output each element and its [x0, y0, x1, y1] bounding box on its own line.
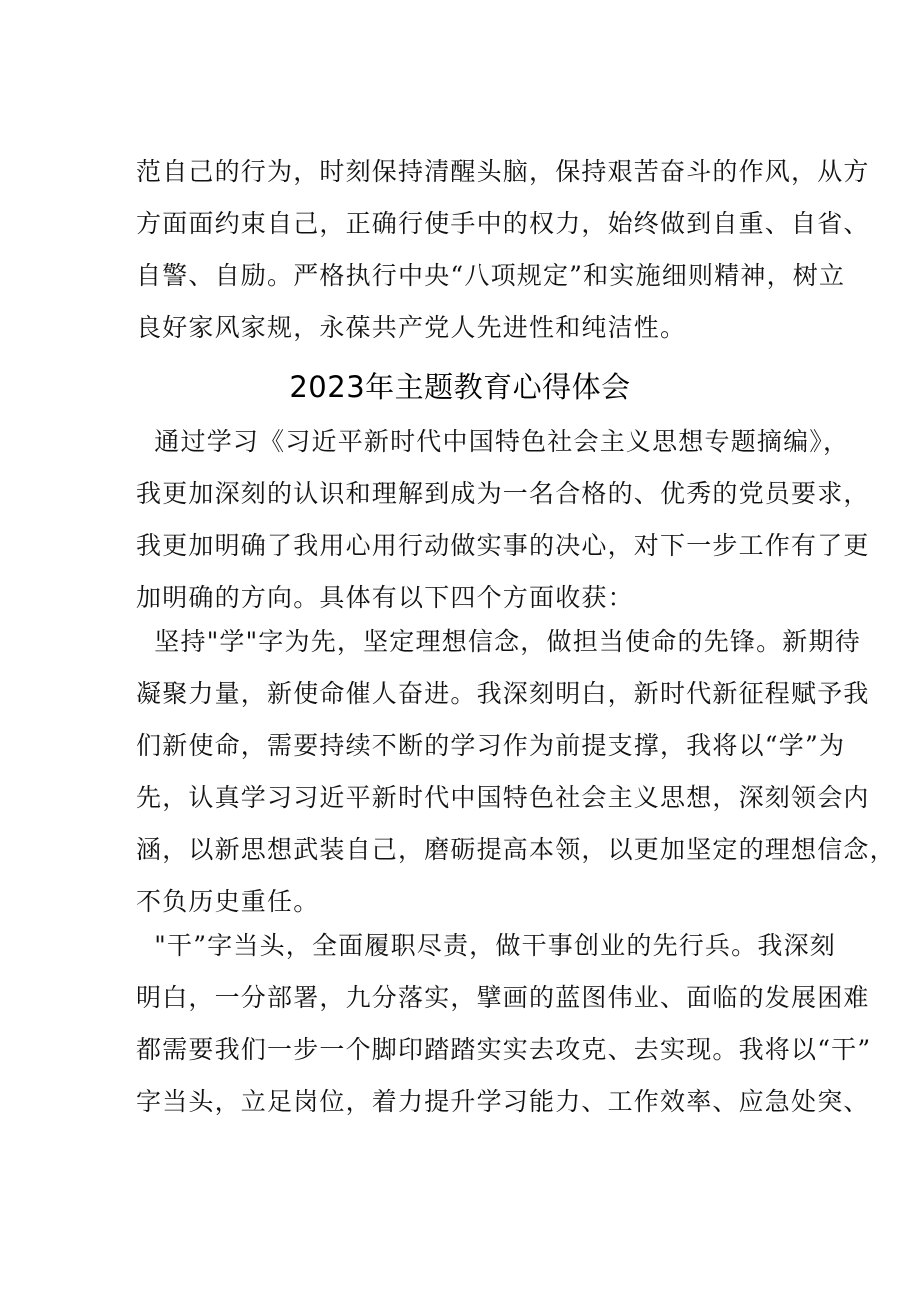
text-line: 坚持"学"字为先，坚定理想信念，做担当使命的先锋。新期待: [136, 627, 861, 656]
text-line: 良好家风家规，永葆共产党人先进性和纯洁性。: [136, 313, 687, 342]
text-line: 我更加明确了我用心用行动做实事的决心，对下一步工作有了更: [136, 531, 870, 560]
text-line: 都需要我们一步一个脚印踏踏实实去攻克、去实现。我将以“干”: [136, 1035, 872, 1064]
paragraph-2: [136, 616, 896, 928]
text-line: 不负历史重任。: [136, 887, 320, 916]
text-line: 加明确的方向。具体有以下四个方面收获：: [136, 583, 634, 612]
paragraph-1: [136, 416, 870, 624]
text-line: 字当头，立足岗位，着力提升学习能力、工作效率、应急处突、: [136, 1087, 870, 1116]
text-line: 方面面约束自己，正确行使手中的权力，始终做到自重、自省、: [136, 209, 870, 238]
text-line: 先，认真学习习近平新时代中国特色社会主义思想，深刻领会内: [136, 783, 870, 812]
text-line: 凝聚力量，新使命催人奋进。我深刻明白，新时代新征程赋予我: [136, 679, 870, 708]
text-line: 涵，以新思想武装自己，磨砺提高本领，以更加坚定的理想信念，: [136, 835, 896, 864]
text-line: 范自己的行为，时刻保持清醒头脑，保持艰苦奋斗的作风，从方: [136, 157, 870, 186]
document-title: 2023年主题教育心得体会: [289, 370, 631, 404]
text-line: 自警、自励。严格执行中央“八项规定”和实施细则精神，树立: [136, 261, 846, 290]
intro-paragraph: [136, 146, 870, 354]
text-line: 我更加深刻的认识和理解到成为一名合格的、优秀的党员要求，: [136, 479, 870, 508]
paragraph-3: [136, 920, 872, 1128]
text-line: 们新使命，需要持续不断的学习作为前提支撑，我将以“学”为: [136, 731, 846, 760]
text-line: "干”字当头，全面履职尽责，做干事创业的先行兵。我深刻: [136, 931, 836, 960]
text-line: 通过学习《习近平新时代中国特色社会主义思想专题摘编》，: [136, 427, 850, 456]
text-line: 明白，一分部署，九分落实，擘画的蓝图伟业、面临的发展困难: [136, 983, 870, 1012]
